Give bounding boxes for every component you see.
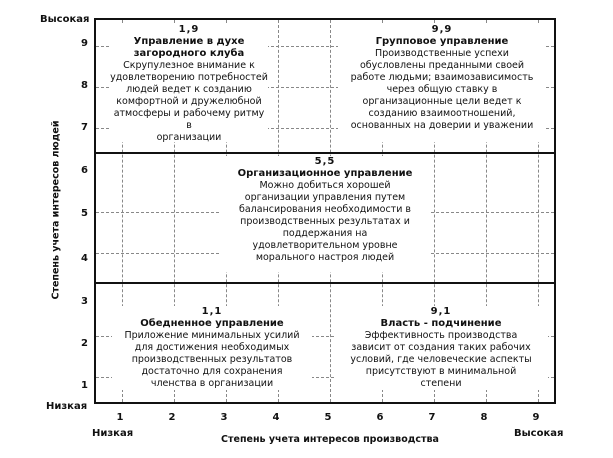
style-5-5-box bbox=[220, 156, 430, 272]
x-tick: 5 bbox=[324, 412, 332, 423]
style-desc-line: удовлетворению потребностей bbox=[110, 72, 268, 83]
style-desc-line: комфортной и дружелюбной bbox=[116, 96, 262, 107]
x-tick: 9 bbox=[532, 412, 540, 423]
y-tick: 9 bbox=[81, 38, 88, 49]
x-tick: 4 bbox=[272, 412, 280, 423]
style-desc-line: Скрупулезное внимание к bbox=[123, 60, 255, 71]
y-tick: 5 bbox=[81, 208, 88, 219]
style-desc-line: людей ведет к созданию bbox=[126, 84, 252, 95]
x-tick: 1 bbox=[116, 412, 124, 423]
band-separator-bottom bbox=[96, 282, 554, 284]
style-1-1-box bbox=[112, 306, 312, 390]
style-code: 9,9 bbox=[431, 24, 453, 35]
style-title-line2: загородного клуба bbox=[133, 48, 245, 59]
x-axis-low-label: Низкая bbox=[92, 428, 134, 439]
style-desc-line: через общую ставку в bbox=[386, 84, 498, 95]
style-title: Групповое управление bbox=[375, 36, 509, 47]
style-desc-line: условий, где человеческие аспекты bbox=[350, 354, 532, 365]
style-desc-line: для достижения необходимых bbox=[134, 342, 290, 353]
x-tick: 2 bbox=[168, 412, 176, 423]
style-title: Организационное управление bbox=[237, 168, 413, 179]
style-title: Управление в духе bbox=[133, 36, 245, 47]
style-desc-line: организации bbox=[156, 132, 222, 143]
style-desc-line: Производственные успехи bbox=[375, 48, 509, 59]
style-desc-line: удовлетворительном уровне bbox=[252, 240, 398, 251]
style-desc-line: созданию взаимоотношений, bbox=[368, 108, 516, 119]
style-desc-line: присутствуют в минимальной bbox=[365, 366, 517, 377]
x-axis-high-label: Высокая bbox=[514, 428, 564, 439]
y-tick: 2 bbox=[81, 338, 88, 349]
style-code: 9,1 bbox=[430, 306, 452, 317]
style-desc-line: Эффективность производства bbox=[364, 330, 518, 341]
style-desc-line: Приложение минимальных усилий bbox=[124, 330, 300, 341]
x-tick: 3 bbox=[220, 412, 228, 423]
band-separator-top bbox=[96, 152, 554, 154]
style-code: 1,1 bbox=[201, 306, 223, 317]
x-tick: 6 bbox=[376, 412, 384, 423]
style-desc-line: зависит от создания таких рабочих bbox=[351, 342, 531, 353]
style-desc-line: атмосферы и рабочему ритму в bbox=[113, 108, 265, 131]
style-9-1-box bbox=[334, 306, 548, 390]
style-desc-line: организации управления путем bbox=[244, 192, 406, 203]
style-title: Обедненное управление bbox=[140, 318, 284, 329]
style-desc-line: обусловлены преданными своей bbox=[359, 60, 525, 71]
style-desc-line: членства в организации bbox=[150, 378, 274, 389]
y-axis-title: Степень учета интересов людей bbox=[50, 120, 62, 300]
y-axis-high-label: Высокая bbox=[40, 14, 90, 25]
style-desc-line: морального настроя людей bbox=[255, 252, 395, 263]
style-desc-line: организационные цели ведет к bbox=[362, 96, 522, 107]
style-code: 5,5 bbox=[314, 156, 336, 167]
style-title: Власть - подчинение bbox=[380, 318, 502, 329]
style-9-9-box bbox=[338, 24, 546, 142]
style-desc-line: Можно добиться хорошей bbox=[259, 180, 391, 191]
y-tick: 6 bbox=[81, 165, 88, 176]
x-tick: 8 bbox=[480, 412, 488, 423]
style-desc-line: производственных результатах и bbox=[240, 216, 410, 227]
x-tick: 7 bbox=[428, 412, 436, 423]
style-code: 1,9 bbox=[178, 24, 200, 35]
style-desc-line: основанных на доверии и уважении bbox=[350, 120, 534, 131]
y-axis-low-label: Низкая bbox=[46, 401, 88, 412]
style-desc-line: степени bbox=[420, 378, 462, 389]
style-desc-line: достаточно для сохранения bbox=[141, 366, 283, 377]
style-desc-line: работе людьми; взаимозависимость bbox=[350, 72, 534, 83]
y-tick: 7 bbox=[81, 122, 88, 133]
y-tick: 3 bbox=[81, 296, 88, 307]
x-axis-title: Степень учета интересов производства bbox=[221, 434, 439, 445]
y-tick: 1 bbox=[81, 380, 88, 391]
y-tick: 8 bbox=[81, 80, 88, 91]
style-desc-line: балансирования необходимости в bbox=[239, 204, 411, 215]
y-tick: 4 bbox=[81, 253, 88, 264]
style-1-9-box bbox=[110, 24, 268, 142]
style-desc-line: поддержания на bbox=[282, 228, 368, 239]
style-desc-line: производственных результатов bbox=[131, 354, 293, 365]
